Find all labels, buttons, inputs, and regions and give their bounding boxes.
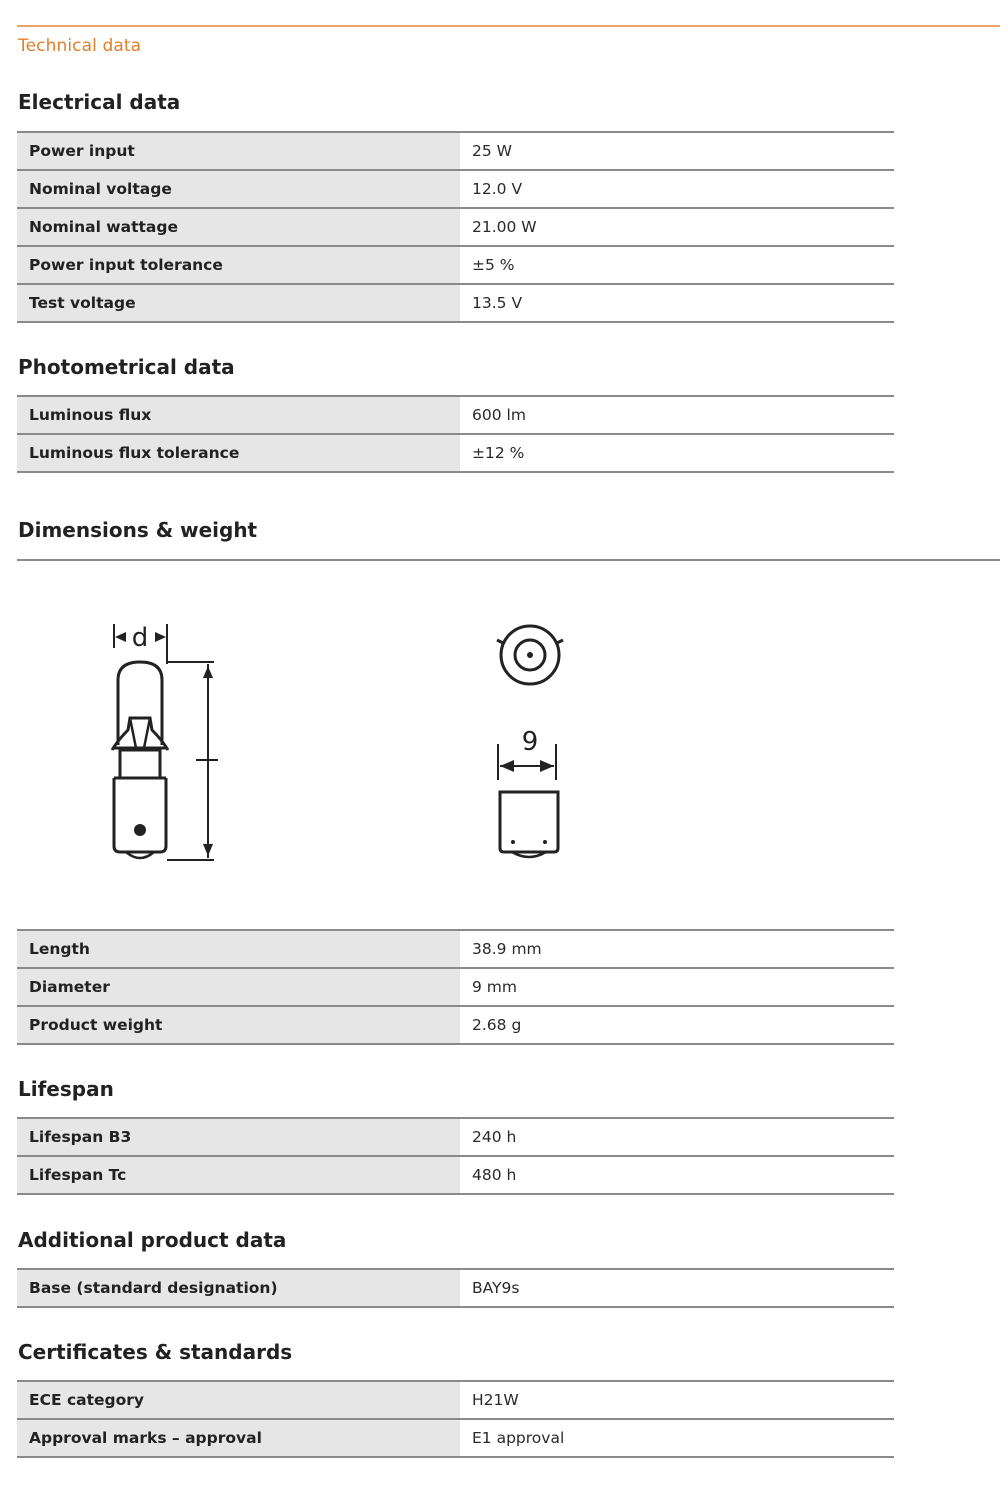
row-value: H21W bbox=[460, 1382, 894, 1418]
row-label: Test voltage bbox=[17, 285, 460, 321]
section-title-certificates: Certificates & standards bbox=[18, 1340, 293, 1364]
table-row bbox=[17, 1270, 894, 1308]
electrical-table bbox=[17, 131, 894, 323]
row-value: 240 h bbox=[460, 1119, 894, 1155]
row-value: E1 approval bbox=[460, 1420, 894, 1456]
section-title-lifespan: Lifespan bbox=[18, 1077, 114, 1101]
row-label: Product weight bbox=[17, 1007, 460, 1043]
row-label: Lifespan Tc bbox=[17, 1157, 460, 1193]
row-value: 21.00 W bbox=[460, 209, 894, 245]
section-title-additional: Additional product data bbox=[18, 1228, 287, 1252]
row-value: 12.0 V bbox=[460, 171, 894, 207]
table-row bbox=[17, 969, 894, 1007]
table-row bbox=[17, 1119, 894, 1157]
diameter-label: d bbox=[131, 623, 149, 653]
row-value: BAY9s bbox=[460, 1270, 894, 1306]
row-value: 13.5 V bbox=[460, 285, 894, 321]
certificates-table bbox=[17, 1380, 894, 1458]
section-title-photometrical: Photometrical data bbox=[18, 355, 235, 379]
table-row bbox=[17, 133, 894, 171]
row-value: 600 lm bbox=[460, 397, 894, 433]
table-row bbox=[17, 1007, 894, 1045]
table-row bbox=[17, 435, 894, 473]
table-row bbox=[17, 247, 894, 285]
row-label: Diameter bbox=[17, 969, 460, 1005]
row-label: Nominal voltage bbox=[17, 171, 460, 207]
table-row bbox=[17, 171, 894, 209]
base-front-view bbox=[498, 744, 558, 857]
row-label: Luminous flux bbox=[17, 397, 460, 433]
photometrical-table bbox=[17, 395, 894, 473]
table-row bbox=[17, 285, 894, 323]
section-title-electrical: Electrical data bbox=[18, 90, 181, 114]
row-label: Luminous flux tolerance bbox=[17, 435, 460, 471]
row-label: Power input bbox=[17, 133, 460, 169]
row-label: Base (standard designation) bbox=[17, 1270, 460, 1306]
row-value: 2.68 g bbox=[460, 1007, 894, 1043]
top-divider bbox=[17, 25, 1000, 27]
table-row bbox=[17, 1157, 894, 1195]
dimensions-divider bbox=[17, 559, 1000, 561]
dimensions-table bbox=[17, 929, 894, 1045]
bulb-side-view bbox=[112, 624, 218, 860]
bulb-top-view bbox=[497, 626, 563, 684]
row-value: 38.9 mm bbox=[460, 931, 894, 967]
row-value: 9 mm bbox=[460, 969, 894, 1005]
page-title: Technical data bbox=[18, 36, 142, 56]
additional-table bbox=[17, 1268, 894, 1308]
row-value: ±12 % bbox=[460, 435, 894, 471]
table-row bbox=[17, 1420, 894, 1458]
row-label: Length bbox=[17, 931, 460, 967]
row-label: Approval marks – approval bbox=[17, 1420, 460, 1456]
row-label: Power input tolerance bbox=[17, 247, 460, 283]
row-label: Nominal wattage bbox=[17, 209, 460, 245]
row-label: ECE category bbox=[17, 1382, 460, 1418]
table-row bbox=[17, 1382, 894, 1420]
section-title-dimensions: Dimensions & weight bbox=[18, 518, 258, 542]
base-width-label: 9 bbox=[521, 727, 539, 757]
lifespan-table bbox=[17, 1117, 894, 1195]
bulb-dimension-drawing bbox=[0, 580, 1000, 910]
table-row bbox=[17, 209, 894, 247]
table-row bbox=[17, 397, 894, 435]
row-value: 480 h bbox=[460, 1157, 894, 1193]
table-row bbox=[17, 931, 894, 969]
row-value: ±5 % bbox=[460, 247, 894, 283]
row-value: 25 W bbox=[460, 133, 894, 169]
row-label: Lifespan B3 bbox=[17, 1119, 460, 1155]
